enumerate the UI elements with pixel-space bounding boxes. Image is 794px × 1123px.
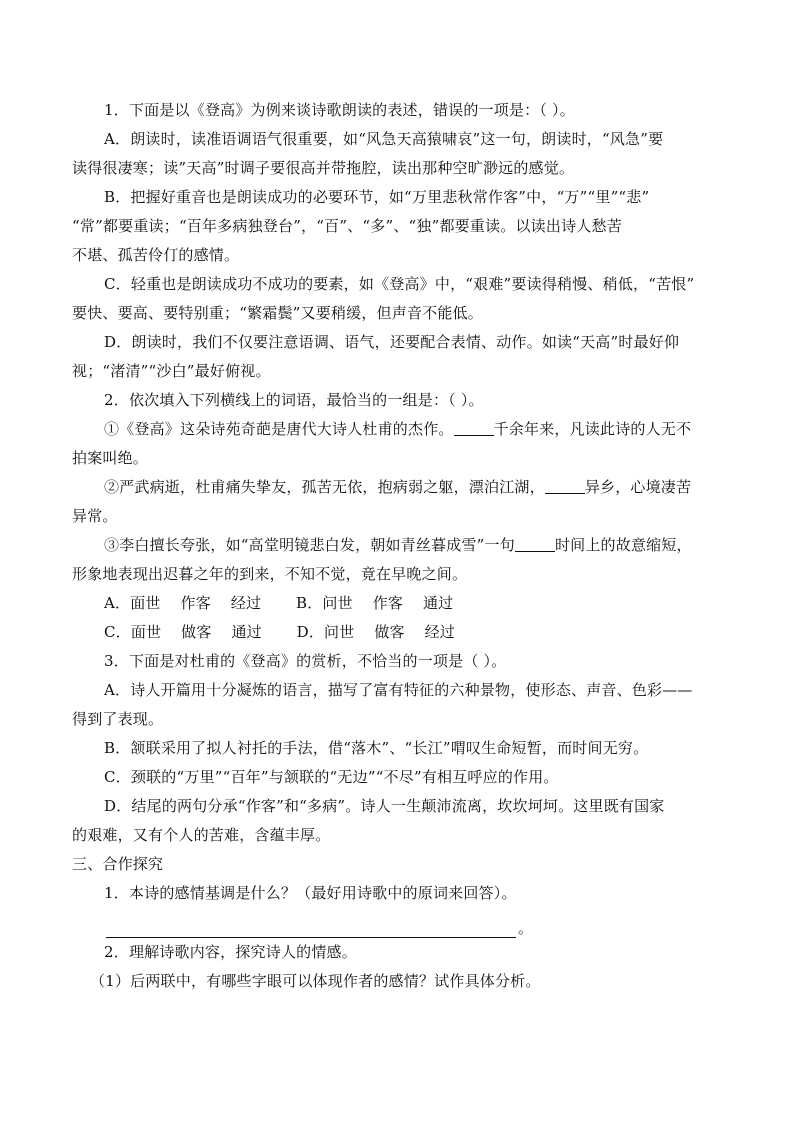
section3-q2-1: （1）后两联中，有哪些字眼可以体现作者的感情？试作具体分析。	[90, 972, 541, 990]
q2-s3-cont: 形象地表现出迟暮之年的到来，不知不觉，竟在早晚之间。	[72, 565, 468, 583]
q3-option-b: B．颔联采用了拟人衬托的手法，借“落木”、“长江”喟叹生命短暂，而时间无穷。	[104, 739, 649, 757]
q3-option-c: C．颈联的“万里”“百年”与颔联的“无边”“不尽”有相互呼应的作用。	[104, 768, 559, 786]
q1-option-c: C．轻重也是朗读成功不成功的要素，如《登高》中，“艰难”要读得稍慢、稍低，“苦恨”	[104, 275, 695, 293]
q2-opt-b-2: 作客	[372, 594, 404, 612]
q2-opt-c: C．面世	[104, 623, 162, 641]
q1-option-b-cont2: 不堪、孤苦伶仃的感情。	[72, 246, 240, 264]
section3-q2: 2．理解诗歌内容，探究诗人的情感。	[104, 943, 357, 961]
q2-s2-part1: ②严武病逝，杜甫痛失挚友，孤苦无依，抱病弱之躯，漂泊江湖，	[104, 478, 545, 496]
answer-line[interactable]	[106, 912, 724, 938]
q2-s1-part1: ①《登高》这朵诗苑奇葩是唐代大诗人杜甫的杰作。	[104, 420, 454, 438]
q2-s3-part2: 时间上的故意缩短，	[554, 536, 692, 554]
q2-s1-cont: 拍案叫绝。	[72, 449, 149, 467]
section3-q1: 1．本诗的感情基调是什么？（最好用诗歌中的原词来回答）。	[104, 884, 517, 902]
q3-option-d-cont: 的艰难，又有个人的苦难，含蕴丰厚。	[72, 826, 331, 844]
q1-stem: 1．下面是以《登高》为例来谈诗歌朗读的表述，错误的一项是：（ ）。	[104, 101, 575, 119]
q2-blank-2[interactable]	[545, 478, 585, 494]
q1-option-d-cont: 视；“渚清”“沙白”最好俯视。	[72, 362, 271, 380]
q2-opt-a-2: 作客	[180, 594, 211, 612]
q2-s2-cont: 异常。	[72, 507, 118, 525]
q1-option-a-cont: 读得很凄寒；读”天高”时调子要很高并带拖腔，读出那种空旷渺远的感觉。	[72, 159, 575, 177]
q2-options-row-2	[72, 618, 724, 647]
q2-opt-c-3: 通过	[231, 623, 262, 641]
q2-blank-1[interactable]	[454, 420, 494, 436]
q1-option-b-cont: “常”都要重读；“百年多病独登台”，“百”、“多”、“独”都要重读。以读出诗人愁苦	[72, 217, 622, 235]
q3-option-a-cont: 得到了表现。	[72, 710, 164, 728]
q2-sentence-2	[72, 473, 724, 502]
q2-s1-part2: 千余年来，凡读此诗的人无不	[493, 420, 692, 438]
q3-stem: 3．下面是对杜甫的《登高》的赏析，不恰当的一项是（ ）。	[104, 652, 507, 670]
q2-stem: 2．依次填入下列横线上的词语，最恰当的一组是：（ ）。	[104, 391, 484, 409]
q2-opt-c-2: 做客	[181, 623, 212, 641]
q2-opt-b: B．问世	[295, 594, 353, 612]
q1-option-a: A．朗读时，读准语调语气很重要，如“风急天高猿啸哀”这一句，朗读时，“风急”要	[104, 130, 664, 148]
q2-sentence-3	[72, 531, 724, 560]
q2-sentence-1	[72, 415, 724, 444]
q2-opt-d-3: 经过	[424, 623, 456, 641]
q2-opt-a-3: 经过	[230, 594, 262, 612]
q2-opt-b-3: 通过	[422, 594, 454, 612]
q1-option-b: B．把握好重音也是朗读成功的必要环节，如“万里悲秋常作客”中，“万”“里”“悲”	[104, 188, 650, 206]
q2-opt-d: D．问世	[296, 623, 355, 641]
section-heading: 三、合作探究	[72, 855, 164, 873]
q2-s3-part1: ③李白擅长夸张，如“高堂明镜悲白发，朝如青丝暮成雪”一句	[104, 536, 515, 554]
q1-option-c-cont: 要快、要高、要特别重；“繁霜鬓”又要稍缓，但声音不能低。	[72, 304, 483, 322]
q3-option-d: D．结尾的两句分承“作客”和“多病”。诗人一生颠沛流离，坎坎坷坷。这里既有国家	[104, 797, 665, 815]
answer-line-period: 。	[518, 919, 534, 937]
worksheet-content	[72, 96, 724, 996]
q2-s2-part2: 异乡，心境凄苦	[584, 478, 692, 496]
q1-option-d: D．朗读时，我们不仅要注意语调、语气，还要配合表情、动作。如读“天高”时最好仰	[104, 333, 680, 351]
q2-options-row-1	[72, 589, 724, 618]
q3-option-a: A．诗人开篇用十分凝炼的语言，描写了富有特征的六种景物，使形态、声音、色彩——	[104, 681, 693, 699]
q2-blank-3[interactable]	[515, 536, 555, 552]
q2-opt-a: A．面世	[104, 594, 161, 612]
q2-opt-d-2: 做客	[374, 623, 405, 641]
